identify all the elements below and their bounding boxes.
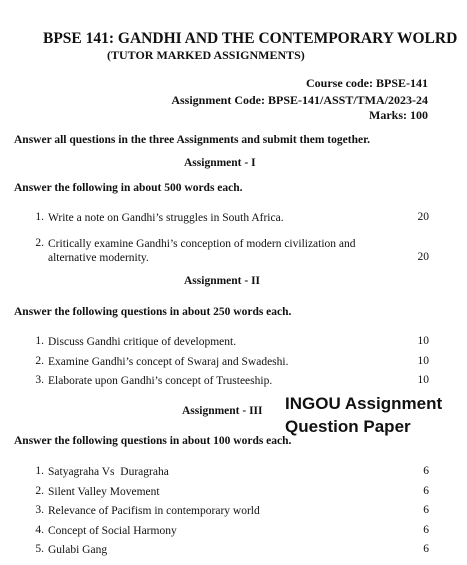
question-marks: 6: [423, 543, 429, 555]
assignment-3-heading: Assignment - III: [182, 405, 263, 417]
watermark-line-1: INGOU Assignment: [285, 394, 443, 413]
assignment-code: Assignment Code: BPSE-141/ASST/TMA/2023-24: [171, 93, 428, 107]
question-marks: 6: [423, 504, 429, 516]
question-text: Critically examine Gandhi’s conception of modern civilization and alternative modernity.: [48, 238, 356, 264]
question-number: 5.: [35, 543, 44, 555]
question-marks: 10: [417, 335, 429, 347]
question-marks: 6: [423, 485, 429, 497]
assignment-2-heading: Assignment - II: [184, 275, 261, 287]
question-text: Relevance of Pacifism in contemporary world: [48, 505, 260, 517]
question-marks: 20: [417, 211, 429, 223]
question-number: 4.: [35, 524, 44, 536]
question-number: 2.: [35, 237, 44, 249]
assignment-1-instruction: Answer the following in about 500 words each.: [14, 182, 243, 194]
question-marks: 10: [417, 355, 429, 367]
question-number: 1.: [35, 335, 44, 347]
question-number: 3.: [35, 374, 44, 386]
question-text: Gulabi Gang: [48, 544, 108, 556]
assignment-3-instruction: Answer the following questions in about 100 words each.: [14, 435, 292, 447]
question-text: Write a note on Gandhi’s struggles in South Africa.: [48, 212, 284, 224]
question-number: 1.: [35, 465, 44, 477]
question-number: 1.: [35, 211, 44, 223]
watermark-caption: [285, 392, 442, 438]
question-marks: 20: [417, 251, 429, 263]
question-text: Satyagraha Vs Duragraha: [48, 466, 169, 478]
watermark-line-2: Question Paper: [285, 417, 411, 436]
question-number: 2.: [35, 355, 44, 367]
question-text: Discuss Gandhi critique of development.: [48, 336, 237, 348]
question-number: 2.: [35, 485, 44, 497]
question-marks: 10: [417, 374, 429, 386]
question-number: 3.: [35, 504, 44, 516]
question-marks: 6: [423, 465, 429, 477]
question-marks: 6: [423, 524, 429, 536]
assignment-2-instruction: Answer the following questions in about 250 words each.: [14, 306, 292, 318]
assignment-1-heading: Assignment - I: [184, 157, 256, 169]
document-title: BPSE 141: GANDHI AND THE CONTEMPORARY WOLRD: [43, 30, 458, 47]
course-code: Course code: BPSE-141: [306, 76, 428, 90]
question-text: Concept of Social Harmony: [48, 525, 177, 537]
question-text: Examine Gandhi’s concept of Swaraj and Swadeshi.: [48, 356, 289, 368]
document-subtitle: (TUTOR MARKED ASSIGNMENTS): [107, 48, 305, 62]
question-text: Elaborate upon Gandhi’s concept of Trusteeship.: [48, 375, 273, 387]
general-instruction: Answer all questions in the three Assignments and submit them together.: [14, 134, 370, 146]
question-text: Silent Valley Movement: [48, 486, 160, 498]
total-marks: Marks: 100: [369, 108, 428, 122]
